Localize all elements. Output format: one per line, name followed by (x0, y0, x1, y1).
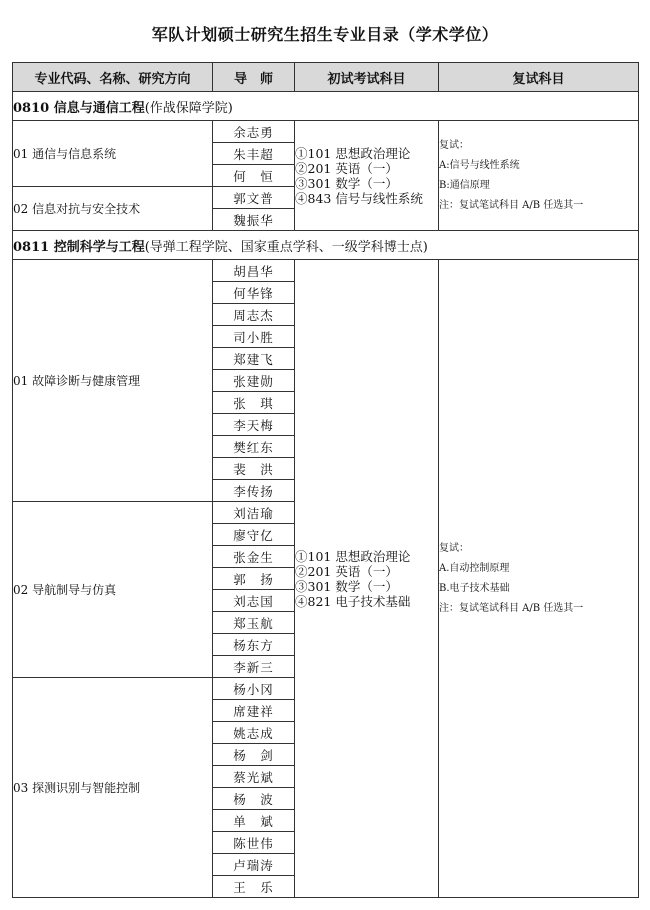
table-body (13, 92, 639, 898)
advisor-name: 单 斌 (213, 810, 295, 832)
advisor-name: 席建祥 (213, 700, 295, 722)
exam-subject: ①101 思想政治理论 (295, 145, 411, 161)
advisor-name: 杨东方 (213, 634, 295, 656)
first-exam-subjects (295, 260, 439, 898)
section-title (13, 92, 639, 121)
advisor-name: 刘洁瑜 (213, 502, 295, 524)
exam-subject: ③301 数学（一） (295, 175, 398, 191)
direction-name: 03 探测识别与智能控制 (13, 678, 213, 898)
advisor-name: 何 恒 (213, 165, 295, 187)
direction-name: 02 导航制导与仿真 (13, 502, 213, 678)
retest-line: 注：复试笔试科目 A/B 任选其一 (439, 199, 584, 211)
advisor-name: 廖守亿 (213, 524, 295, 546)
advisor-name: 李新三 (213, 656, 295, 678)
advisor-name: 李传扬 (213, 480, 295, 502)
exam-subject: ④821 电子技术基础 (295, 593, 411, 609)
retest-subjects (439, 260, 639, 898)
section-note: (导弹工程学院、国家重点学科、一级学科博士点) (144, 239, 428, 255)
advisor-name: 张金生 (213, 546, 295, 568)
section-row (13, 231, 639, 260)
section-code: 0811 控制科学与工程 (13, 239, 145, 255)
retest-line: B:通信原理 (439, 179, 490, 191)
advisor-name: 姚志成 (213, 722, 295, 744)
advisor-name: 蔡光斌 (213, 766, 295, 788)
header-direction: 专业代码、名称、研究方向 (13, 63, 213, 92)
advisor-name: 张建勋 (213, 370, 295, 392)
advisor-name: 郭 扬 (213, 568, 295, 590)
advisor-name: 张 琪 (213, 392, 295, 414)
exam-subject: ④843 信号与线性系统 (295, 190, 423, 206)
advisor-name: 裴 洪 (213, 458, 295, 480)
retest-line: 复试： (439, 542, 469, 554)
advisor-name: 胡昌华 (213, 260, 295, 282)
exam-subject: ③301 数学（一） (295, 578, 398, 594)
exam-subject: ②201 英语（一） (295, 563, 398, 579)
advisor-name: 樊红东 (213, 436, 295, 458)
advisor-name: 王 乐 (213, 876, 295, 898)
retest-subjects (439, 121, 639, 231)
advisor-name: 刘志国 (213, 590, 295, 612)
table-row (13, 121, 639, 143)
catalog-table (12, 62, 639, 898)
section-note: (作战保障学院) (144, 100, 233, 116)
advisor-name: 杨 剑 (213, 744, 295, 766)
advisor-name: 司小胜 (213, 326, 295, 348)
advisor-name: 杨 波 (213, 788, 295, 810)
exam-subject: ②201 英语（一） (295, 160, 398, 176)
advisor-name: 郭文普 (213, 187, 295, 209)
header-advisor: 导 师 (213, 63, 295, 92)
advisor-name: 李天梅 (213, 414, 295, 436)
advisor-name: 陈世伟 (213, 832, 295, 854)
header-retest: 复试科目 (439, 63, 639, 92)
section-code: 0810 信息与通信工程 (13, 100, 145, 116)
advisor-name: 余志勇 (213, 121, 295, 143)
section-row (13, 92, 639, 121)
advisor-name: 何华锋 (213, 282, 295, 304)
header-first-exam: 初试考试科目 (295, 63, 439, 92)
advisor-name: 杨小冈 (213, 678, 295, 700)
advisor-name: 周志杰 (213, 304, 295, 326)
advisor-name: 郑建飞 (213, 348, 295, 370)
advisor-name: 郑玉航 (213, 612, 295, 634)
retest-line: 注：复试笔试科目 A/B 任选其一 (439, 602, 584, 614)
direction-name: 01 通信与信息系统 (13, 121, 213, 187)
advisor-name: 卢瑞涛 (213, 854, 295, 876)
advisor-name: 魏振华 (213, 209, 295, 231)
direction-name: 01 故障诊断与健康管理 (13, 260, 213, 502)
page-title: 军队计划硕士研究生招生专业目录（学术学位） (151, 25, 499, 44)
retest-line: A:信号与线性系统 (439, 159, 520, 171)
section-title (13, 231, 639, 260)
retest-line: 复试： (439, 139, 469, 151)
first-exam-subjects (295, 121, 439, 231)
direction-name: 02 信息对抗与安全技术 (13, 187, 213, 231)
retest-line: B.电子技术基础 (439, 582, 510, 594)
table-row (13, 260, 639, 282)
exam-subject: ①101 思想政治理论 (295, 548, 411, 564)
retest-line: A.自动控制原理 (439, 562, 510, 574)
advisor-name: 朱丰超 (213, 143, 295, 165)
header-row (13, 63, 639, 92)
